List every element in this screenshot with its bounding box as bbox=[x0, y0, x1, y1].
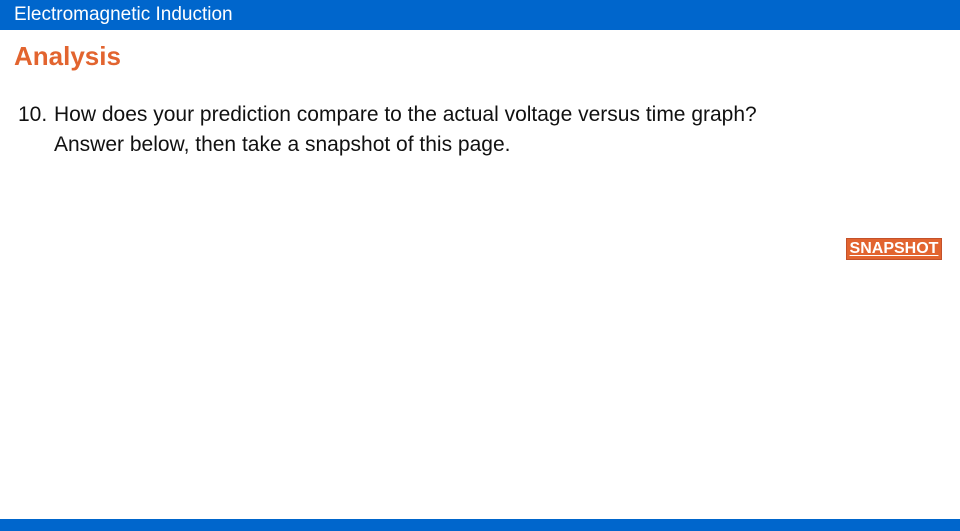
question-line-2: Answer below, then take a snapshot of this page. bbox=[54, 133, 511, 156]
slide-title: Electromagnetic Induction bbox=[14, 4, 233, 25]
snapshot-button[interactable]: SNAPSHOT bbox=[846, 238, 942, 260]
header-bar bbox=[0, 0, 960, 30]
question-text bbox=[54, 100, 914, 160]
footer-bar bbox=[0, 519, 960, 531]
question-number: 10. bbox=[18, 103, 48, 126]
question-line-1: How does your prediction compare to the actual voltage versus time graph? bbox=[54, 103, 757, 126]
section-heading: Analysis bbox=[14, 41, 121, 71]
